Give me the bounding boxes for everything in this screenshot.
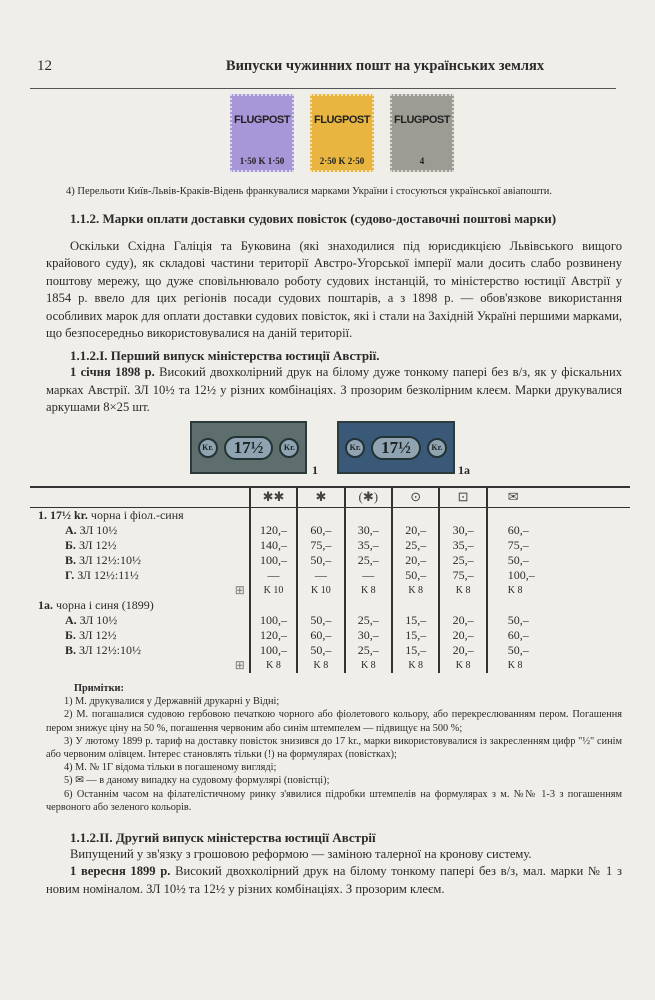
price-cell: 35,– (345, 538, 392, 553)
lower-text-flow (46, 682, 622, 898)
price-cell: 120,– (250, 628, 297, 643)
variety-label: В. ЗЛ 12½:10½ (65, 552, 141, 567)
price-cell: 140,– (250, 538, 297, 553)
catalogue-ref-cell: K 8 (345, 658, 392, 673)
sheet-block-icon: ⊞ (234, 582, 245, 597)
price-cell: 20,– (439, 643, 486, 658)
price-cell: 30,– (439, 523, 486, 538)
variety-label: В. ЗЛ 12½:10½ (65, 642, 141, 657)
price-cell: 100,– (250, 643, 297, 658)
col-no-gum: (✱) (345, 487, 392, 507)
price-cell: 100,– (250, 613, 297, 628)
group-title-row (30, 507, 630, 523)
section-1122-line1: Випущений у зв'язку з грошовою реформою — заміною талерної на кронову систему. (70, 847, 532, 862)
col-used: ⊙ (392, 487, 439, 507)
note-1: 1) М. друкувалися у Державній друкарні у Відні; (64, 696, 280, 708)
price-cell: 120,– (250, 523, 297, 538)
col-mint: ✱ (297, 487, 344, 507)
price-cell: 75,– (439, 568, 486, 583)
section-heading-1121: 1.1.2.І. Перший випуск міністерства юстиції Австрії. (70, 348, 380, 364)
price-cell: 50,– (487, 553, 630, 568)
price-cell: — (345, 568, 392, 583)
variety-label: А. ЗЛ 10½ (65, 522, 118, 537)
table-row (30, 538, 630, 553)
note-5: 5) ✉ — в даному випадку на судовому формулярі (повістці); (64, 775, 330, 787)
price-cell: 60,– (487, 523, 630, 538)
note-6: 6) Останнім часом на філателістичному ринку з'явилися підробки штемпелів на формулярах з м. №№ 1-3 з погашенням червоного або зеленого кольорів. (46, 788, 622, 813)
table-row (30, 643, 630, 658)
price-cell: 25,– (345, 643, 392, 658)
section-1121-paragraph: 1 січня 1898 р. Високий двохколірний друк на білому дуже тонкому папері без в/з, як у фіскальних марках Австрії. ЗЛ 10½ та 12½ у різних комбінаціях. З прозорим безколірним клеєм. Марки друкувалися аркушами 8×25 шт. (46, 365, 623, 415)
catalogue-ref-cell: K 8 (392, 658, 439, 673)
variety-label: А. ЗЛ 10½ (65, 612, 118, 627)
price-cell: 50,– (487, 613, 630, 628)
sheet-block-icon: ⊞ (234, 657, 245, 672)
price-cell: 75,– (297, 538, 344, 553)
price-cell: 20,– (392, 553, 439, 568)
header-rule (30, 88, 616, 89)
catalogue-ref-cell: K 10 (297, 583, 344, 598)
section-heading-112: 1.1.2. Марки оплати доставки судових повісток (судово-доставочні поштові марки) (70, 211, 557, 226)
price-cell: 50,– (297, 553, 344, 568)
col-on-piece: ⊡ (439, 487, 486, 507)
stamp-label-1: 1 (312, 463, 318, 477)
price-cell: 20,– (392, 523, 439, 538)
table-row (30, 553, 630, 568)
price-cell: — (297, 568, 344, 583)
sheet-price-row (30, 658, 630, 673)
price-cell: 50,– (297, 613, 344, 628)
price-cell: 100,– (250, 553, 297, 568)
price-cell: 35,– (439, 538, 486, 553)
flugpost-stamp-2: FLUGPOST 2·50 K 2·50 (310, 94, 374, 172)
justice-stamp-1a: Kr. 17½ Kr. (337, 421, 455, 474)
catalogue-ref-cell: K 8 (487, 658, 630, 673)
price-cell: — (250, 568, 297, 583)
note-4: 4) М. № 1Г відома тільки в погашеному вигляді; (64, 762, 277, 774)
section-1122-paragraph: 1 вересня 1899 р. Високий двохколірний друк на білому тонкому папері без в/з, мал. марки № 1 з новим номіналом. ЗЛ 10½ та 12½ у різних комбінаціях. З прозорим клеєм. (46, 864, 622, 896)
price-cell: 20,– (439, 628, 486, 643)
catalogue-ref-cell: K 8 (392, 583, 439, 598)
price-cell: 100,– (487, 568, 630, 583)
catalogue-ref-cell: K 8 (439, 583, 486, 598)
section-heading-1122: 1.1.2.ІІ. Другий випуск міністерства юстиції Австрії (70, 830, 376, 846)
price-cell: 15,– (392, 643, 439, 658)
price-cell: 75,– (487, 538, 630, 553)
group-title: 1a. чорна і синя (1899) (38, 597, 154, 612)
price-cell: 50,– (392, 568, 439, 583)
catalogue-ref-cell: K 10 (250, 583, 297, 598)
table-row (30, 523, 630, 538)
page-number: 12 (37, 58, 52, 74)
price-cell: 25,– (392, 538, 439, 553)
table-row (30, 613, 630, 628)
variety-label: Г. ЗЛ 12½:11½ (65, 567, 139, 582)
price-cell: 25,– (345, 553, 392, 568)
catalogue-ref-cell: K 8 (345, 583, 392, 598)
catalogue-ref-cell: K 8 (487, 583, 630, 598)
upper-text-flow (46, 185, 622, 417)
justice-stamp-1: Kr. 17½ Kr. (190, 421, 307, 474)
price-cell: 50,– (487, 643, 630, 658)
flugpost-stamp-3: FLUGPOST 4 (390, 94, 454, 172)
section-112-paragraph: Оскільки Східна Галіція та Буковина (які знаходилися під юрисдикцією Львівського вищого крайового суду), як складові частини території Австро-Угорської імперії мали досить слабо розвинену поштову мережу, що дуже сповільнювало роботу судових інстанцій, то міністерство юстиції Австрії у 1854 р. ввело для цих регіонів посади судових поштарів, а з 1898 р. — обов'язкове використання особливих марок для оплати доставки судових повісток, які і стали на Західній Україні першими марками, що безпосередньо використовувалися на даній території. (46, 239, 622, 341)
price-cell: 25,– (439, 553, 486, 568)
catalogue-ref-cell: K 8 (439, 658, 486, 673)
table-row (30, 568, 630, 583)
flugpost-stamp-1: FLUGPOST 1·50 K 1·50 (230, 94, 294, 172)
catalogue-ref-cell: K 8 (297, 658, 344, 673)
price-cell: 30,– (345, 628, 392, 643)
table-header-row (30, 487, 630, 507)
variety-label: Б. ЗЛ 12½ (65, 627, 117, 642)
note-3: 3) У лютому 1899 р. тариф на доставку повісток знизився до 17 kr., марки використовувалися із закресленням цифр "½" синім або червоним олівцем. Інтерес становлять тільки (!) на формулярах (повістках); (46, 735, 622, 761)
group-title: 1. 17½ kr. чорна і фіол.-синя (38, 507, 184, 522)
footnote-4: 4) Перельоти Київ-Львів-Краків-Відень франкувалися марками України і стосуються української авіапошти. (66, 186, 553, 197)
stamp-label-1a: 1a (458, 463, 470, 477)
price-cell: 20,– (439, 613, 486, 628)
group-title-row (30, 598, 630, 613)
price-cell: 15,– (392, 613, 439, 628)
price-cell: 60,– (297, 628, 344, 643)
variety-label: Б. ЗЛ 12½ (65, 537, 117, 552)
price-cell: 30,– (345, 523, 392, 538)
sheet-price-row (30, 583, 630, 598)
price-cell: 15,– (392, 628, 439, 643)
col-mint-nh: ✱✱ (250, 487, 297, 507)
price-cell: 60,– (487, 628, 630, 643)
catalogue-price-table (30, 486, 630, 673)
running-title: Випуски чужинних пошт на українських землях (225, 58, 545, 74)
table-row (30, 628, 630, 643)
price-cell: 25,– (345, 613, 392, 628)
price-cell: 50,– (297, 643, 344, 658)
notes-block (46, 682, 622, 814)
col-on-cover: ✉ (487, 487, 630, 507)
price-cell: 60,– (297, 523, 344, 538)
notes-title: Примітки: (74, 683, 124, 694)
note-2: 2) М. погашалися судовою гербовою печаткою чорного або фіолетового кольору, або перекреслюванням пером. Погашення пером знижує ціну на 50 %, погашення червоним або синім штемпелем — підвищує на 500 %; (46, 709, 622, 734)
catalogue-ref-cell: K 8 (250, 658, 297, 673)
